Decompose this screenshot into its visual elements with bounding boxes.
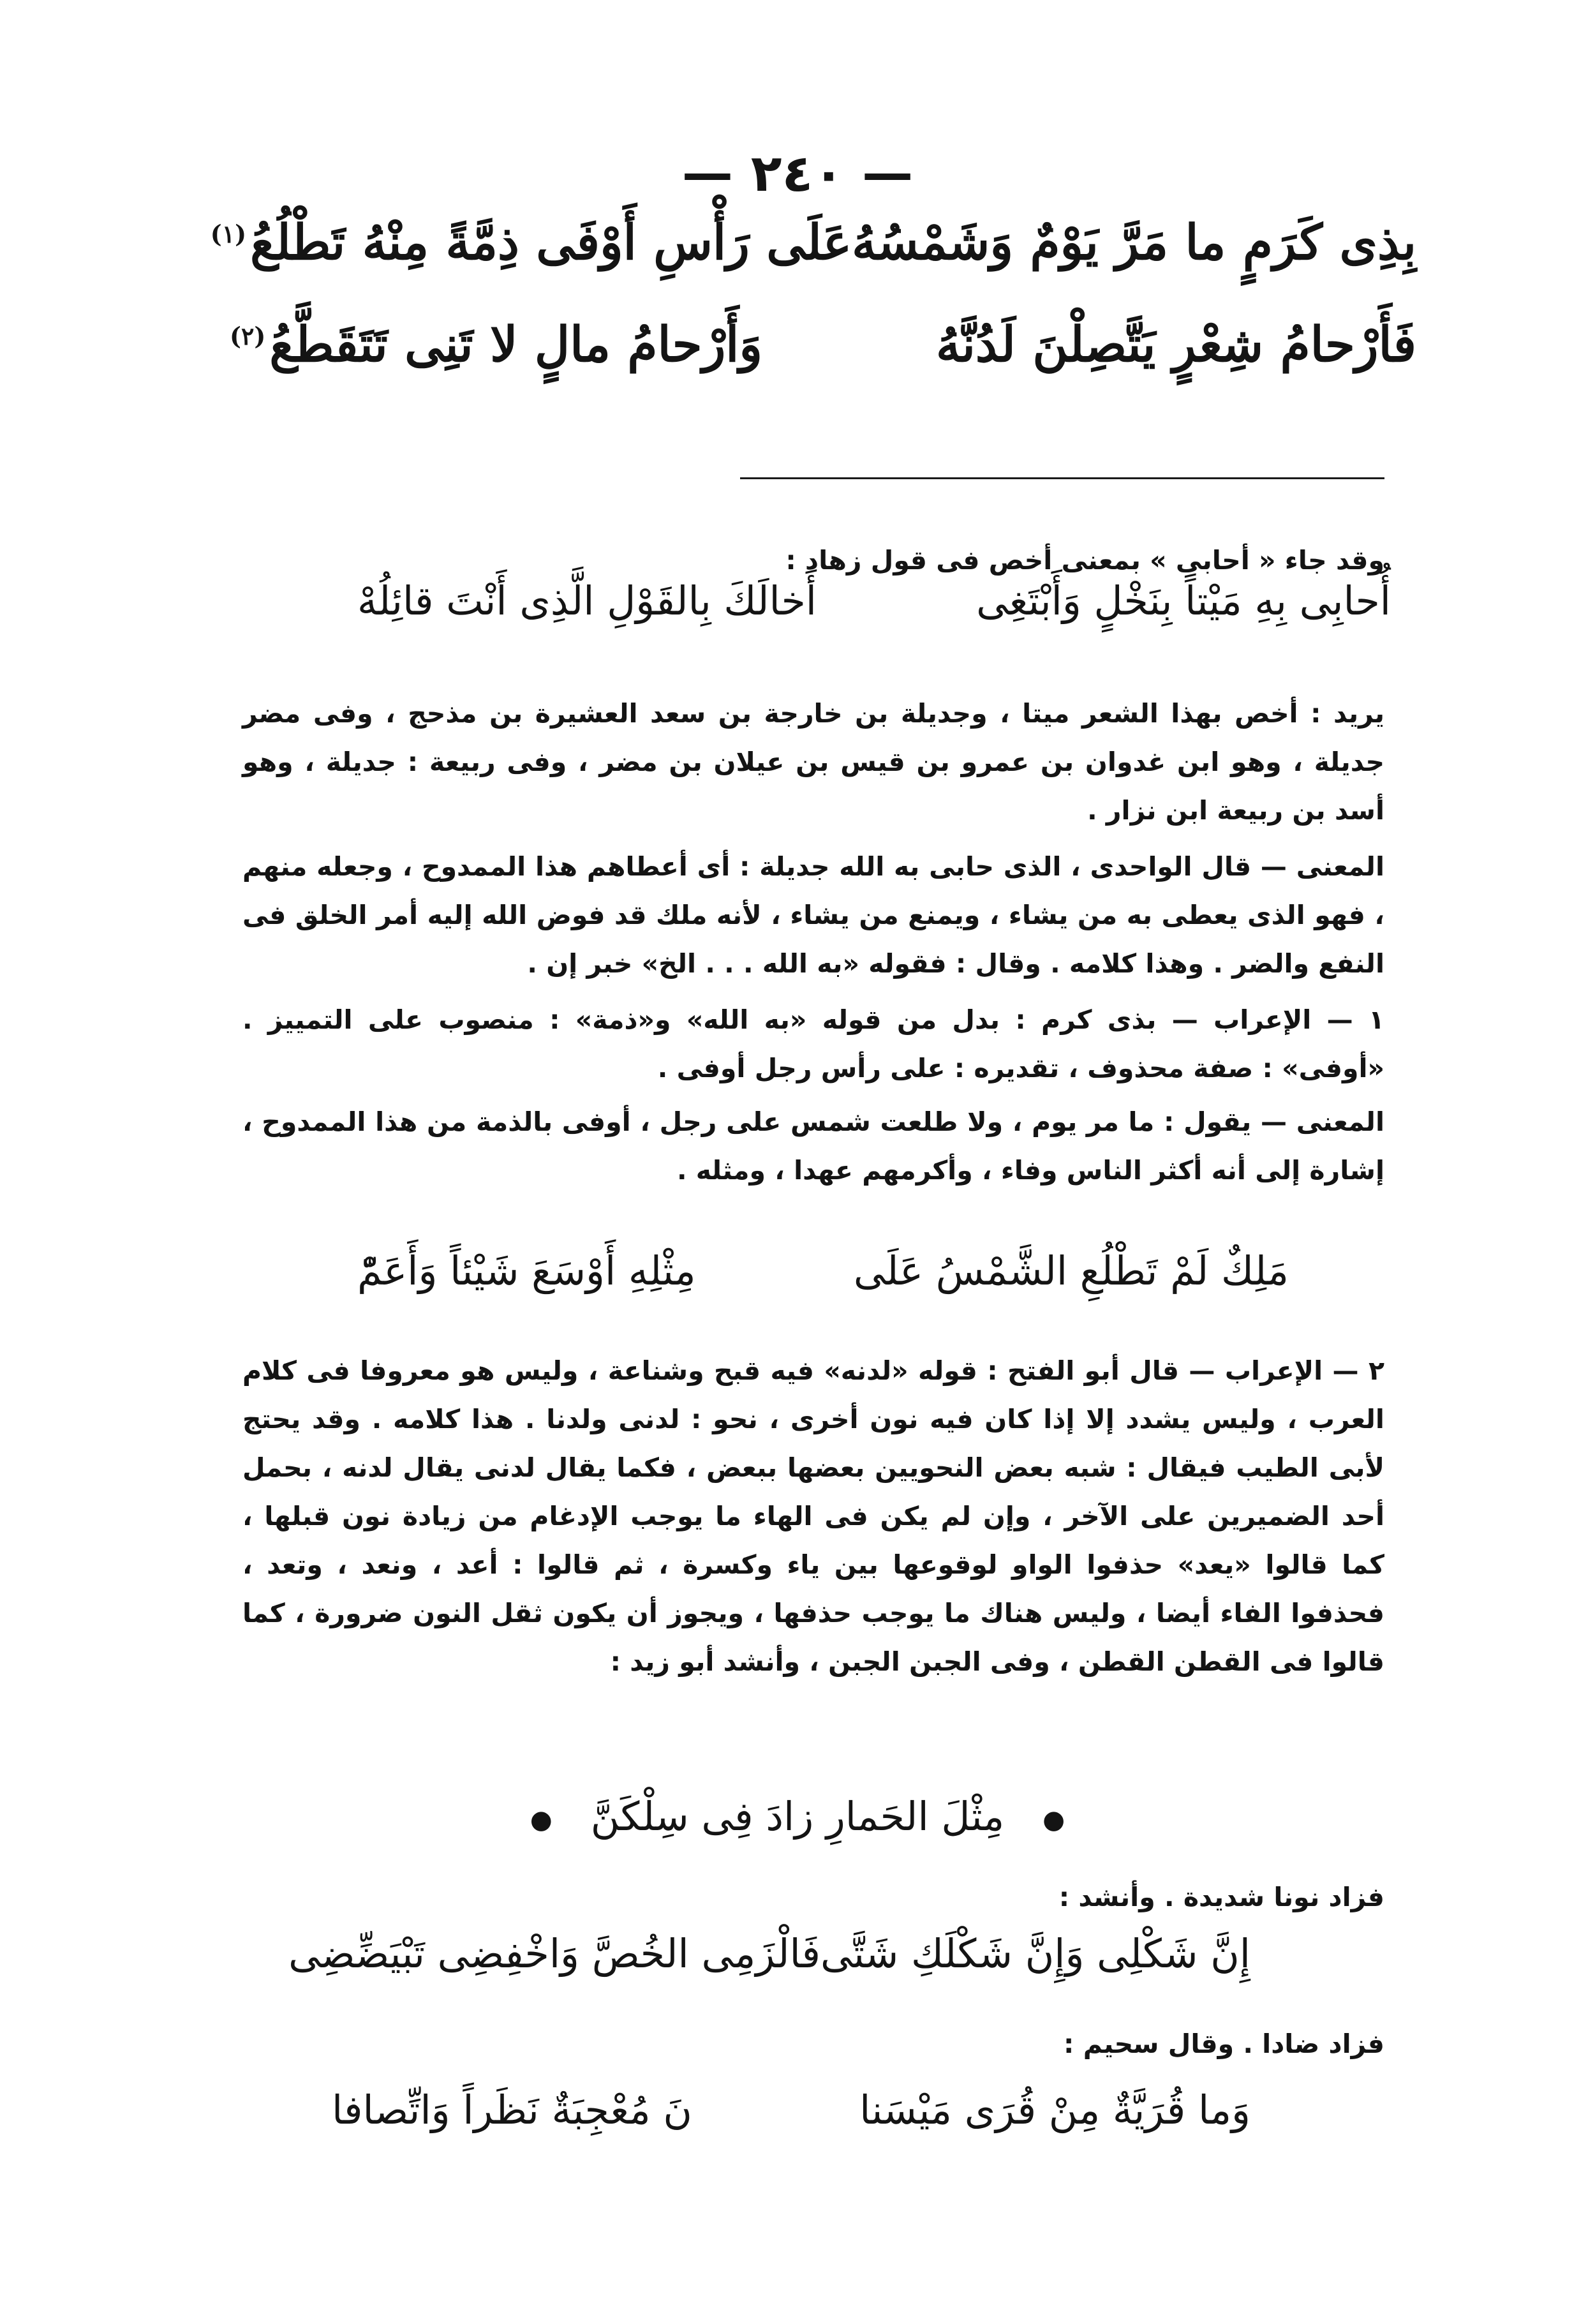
- hemistich-first: أُحابِى بِهِ مَيْتاً بِنَخْلٍ وَأَبْتَغِى: [976, 577, 1391, 624]
- paragraph-footnote-1-grammar: ١ — الإعراب — بذى كرم : بدل من قوله «به الله» و«ذمة» : منصوب على التمييز . «أوفى» : صفة محذوف ، تقديره : على رأس رجل أوفى .: [242, 1004, 1384, 1084]
- verse-shakli: [288, 1930, 1250, 1977]
- hemistich-first: إِنَّ شَكْلِى وَإِنَّ شَكْلَكِ شَتَّى: [820, 1930, 1250, 1977]
- paragraph-meaning-wahidi: المعنى — قال الواحدى ، الذى حابى به الله جديلة : أى أعطاهم هذا الممدوح ، وجعله منهم ، فهو الذى يعطى به من يشاء ، ويمنع من يشاء ، لأنه ملك قد فوض الله إليه أمر الخلق فى النفع والضر . وهذا كلامه . وقال : فقوله «به الله . . . الخ» خبر إن .: [242, 851, 1384, 979]
- footnote-marker: (٢): [230, 321, 266, 350]
- paragraph-added-nun: فزاد نونا شديدة . وأنشد :: [1058, 1882, 1384, 1912]
- hemistich-second: نَ مُعْجِبَةٌ نَظَراً وَاتِّصافا: [332, 2087, 692, 2133]
- top-verse-2: [230, 316, 1416, 373]
- hemistich-first: فَأَرْحامُ شِعْرٍ يَتَّصِلْنَ لَدُنَّهُ: [936, 316, 1416, 373]
- fragment-text: مِثْلَ الحَمارِ زادَ فِى سِلْكَنَّ: [590, 1793, 1005, 1840]
- paragraph-footnote-1-meaning: المعنى — يقول : ما مر يوم ، ولا طلعت شمس على رجل ، أوفى بالذمة من هذا الممدوح ، إشارة إلى أنه أكثر الناس وفاء ، وأكرمهم عهدا ، ومثله .: [242, 1106, 1384, 1186]
- paragraph-explanation: يريد : أخص بهذا الشعر ميتا ، وجديلة بن خارجة بن سعد العشيرة بن مذحج ، وفى مضر جديلة ، وهو ابن غدوان بن عمرو بن قيس بن عيلان بن مضر ، وفى ربيعة : جديلة ، وهو أسد بن ربيعة ابن نزار .: [242, 698, 1384, 826]
- hemistich-second: فَالْزَمِى الخُصَّ وَاخْفِضِى تَبْيَضِّضِى: [288, 1930, 821, 1977]
- verse-fragment: [0, 1793, 1595, 1840]
- verse-suhaym: [332, 2087, 1250, 2133]
- hemistich-second: [211, 214, 852, 271]
- paragraph-added-dad: فزاد ضادا . وقال سحيم :: [1064, 2029, 1384, 2059]
- bullet-icon: ●: [530, 1805, 553, 1835]
- page-number: — ٢٤٠ —: [681, 144, 914, 203]
- bullet-icon: ●: [1042, 1805, 1065, 1835]
- verse-zuhad: [357, 577, 1391, 624]
- paragraph-intro: وقد جاء « أحابى » بمعنى أخص فى قول زهاد :: [785, 545, 1384, 576]
- hemistich-first: بِذِى كَرَمٍ ما مَرَّ يَوْمٌ وَشَمْسُهُ: [852, 214, 1416, 271]
- hemistich-text: وَأَرْحامُ مالٍ لا تَنِى تَتَقَطَّعُ: [269, 316, 763, 373]
- hemistich-first: مَلِكٌ لَمْ تَطْلُعِ الشَّمْسُ عَلَى: [853, 1248, 1289, 1294]
- hemistich-second: أَخالَكَ بِالقَوْلِ الَّذِى أَنْتَ قائِلُهْ: [357, 577, 817, 624]
- footnote-divider: [740, 477, 1384, 479]
- verse-malik: [357, 1248, 1289, 1294]
- top-verse-1: [210, 214, 1416, 271]
- hemistich-first: وَما قُرَيَّةٌ مِنْ قُرَى مَيْسَنا: [859, 2087, 1250, 2133]
- paragraph-footnote-2-grammar: ٢ — الإعراب — قال أبو الفتح : قوله «لدنه» فيه قبح وشناعة ، وليس هو معروفا فى كلام العرب ، وليس يشدد إلا إذا كان فيه نون أخرى ، نحو : لدنى ولدنا . هذا كلامه . وقد يحتج لأبى الطيب فيقال : شبه بعض النحويين بعضها ببعض ، فكما يقال لدنى يقال لدنه ، بحمل أحد الضميرين على الآخر ، وإن لم يكن فى الهاء ما يوجب الإدغام من زيادة نون قبلها ، كما قالوا «يعد» حذفوا الواو لوقوعها بين ياء وكسرة ، ثم قالوا : أعد ، ونعد ، وتعد ، فحذفوا الفاء أيضا ، وليس هناك ما يوجب حذفها ، ويجوز أن يكون ثقل النون ضرورة ، كما قالوا فى القطن القطن ، وفى الجبن الجبن ، وأنشد أبو زيد :: [242, 1355, 1384, 1677]
- hemistich-second: [230, 316, 762, 373]
- hemistich-text: عَلَى رَأْسِ أَوْفَى ذِمَّةً مِنْهُ تَطْلُعُ: [250, 214, 852, 271]
- hemistich-second: مِثْلِهِ أَوْسَعَ شَيْئاً وَأَعَمّْ: [357, 1248, 696, 1294]
- footnote-marker: (١): [210, 219, 247, 248]
